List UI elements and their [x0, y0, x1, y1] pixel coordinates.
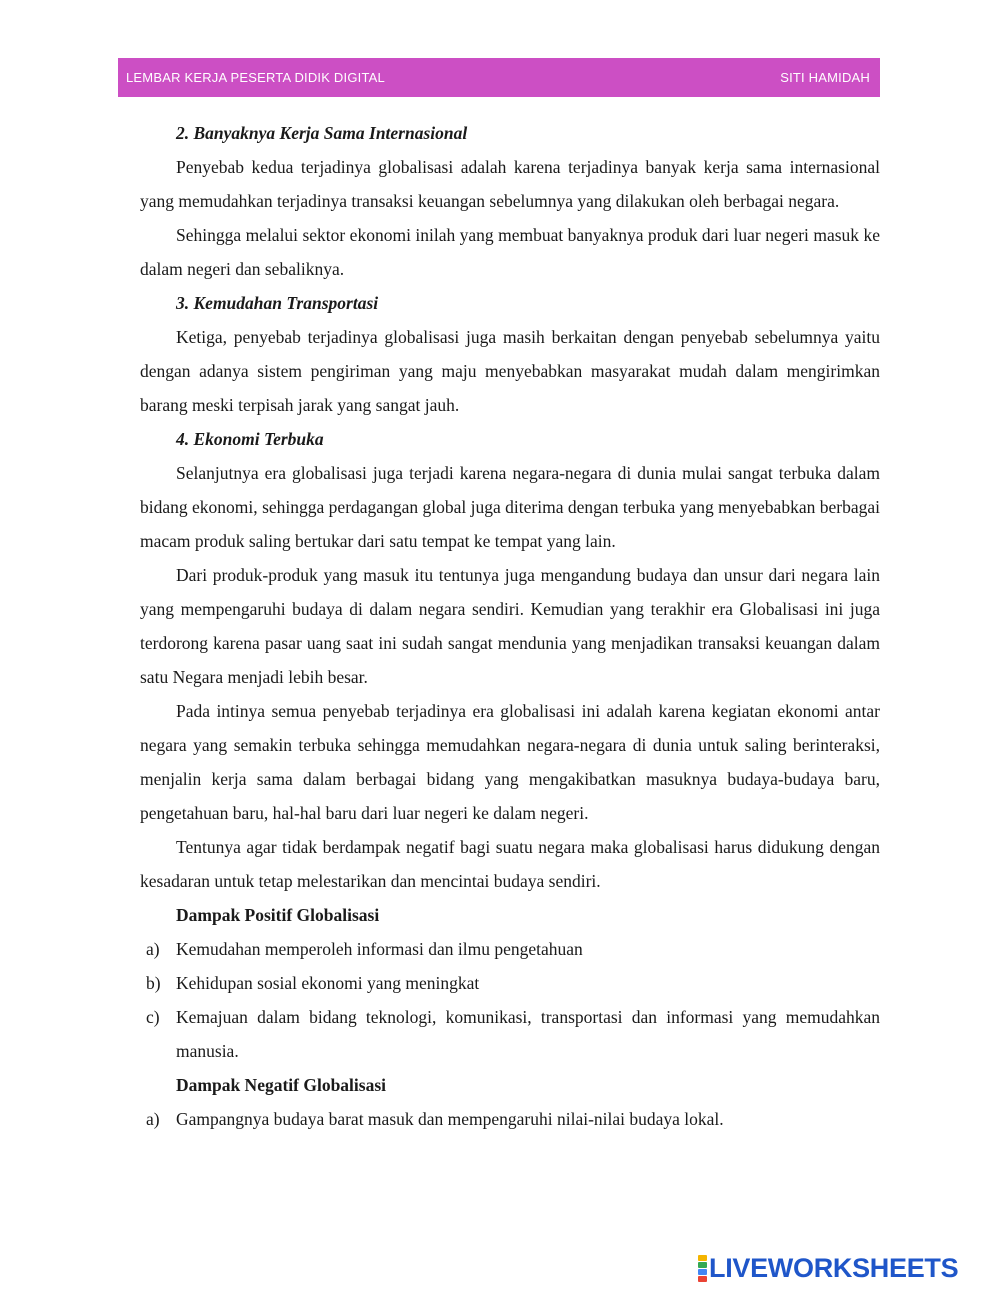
list-marker: a) — [146, 939, 160, 959]
page-header — [118, 58, 880, 97]
list-item-text: Kemajuan dalam bidang teknologi, komunikasi, transportasi dan informasi yang memudahkan manusia. — [176, 1007, 880, 1061]
paragraph-1: Penyebab kedua terjadinya globalisasi adalah karena terjadinya banyak kerja sama internasional yang memudahkan terjadinya transaksi keuangan sebelumnya yang dilakukan oleh berbagai negara. — [140, 157, 880, 211]
paragraph-3: Ketiga, penyebab terjadinya globalisasi juga masih berkaitan dengan penyebab sebelumnya yaitu dengan adanya sistem pengiriman yang maju menyebabkan masyarakat mudah dalam mengirimkan barang meski terpisah jarak yang sangat jauh. — [140, 327, 880, 415]
list-item — [140, 1102, 880, 1136]
positive-impact-heading: Dampak Positif Globalisasi — [176, 905, 380, 925]
paragraph-7: Tentunya agar tidak berdampak negatif bagi suatu negara maka globalisasi harus didukung dengan kesadaran untuk tetap melestarikan dan mencintai budaya sendiri. — [140, 837, 880, 891]
section-heading-3: 3. Kemudahan Transportasi — [176, 293, 379, 313]
list-marker: b) — [146, 973, 161, 993]
list-item-text: Kehidupan sosial ekonomi yang meningkat — [176, 973, 480, 993]
header-author: SITI HAMIDAH — [780, 70, 870, 85]
list-item — [140, 1000, 880, 1068]
list-marker: c) — [146, 1007, 160, 1027]
section-heading-4: 4. Ekonomi Terbuka — [176, 429, 324, 449]
list-item — [140, 932, 880, 966]
logo-block — [698, 1262, 707, 1268]
list-item — [140, 966, 880, 1000]
negative-impact-heading: Dampak Negatif Globalisasi — [176, 1075, 387, 1095]
paragraph-5: Dari produk-produk yang masuk itu tentunya juga mengandung budaya dan unsur dari negara lain yang mempengaruhi budaya di dalam negara sendiri. Kemudian yang terakhir era Globalisasi ini juga terdorong karena pasar uang saat ini sudah sangat mendunia yang menjadikan transaksi keuangan dalam satu Negara menjadi lebih besar. — [140, 565, 880, 687]
logo-block — [698, 1269, 707, 1275]
section-heading-2: 2. Banyaknya Kerja Sama Internasional — [176, 123, 468, 143]
list-item-text: Kemudahan memperoleh informasi dan ilmu pengetahuan — [176, 939, 583, 959]
paragraph-6: Pada intinya semua penyebab terjadinya era globalisasi ini adalah karena kegiatan ekonomi antar negara yang semakin terbuka sehingga memudahkan negara-negara di dunia untuk saling berinteraksi, menjalin kerja sama dalam berbagai bidang yang mengakibatkan masuknya budaya-budaya baru, pengetahuan baru, hal-hal baru dari luar negeri ke dalam negeri. — [140, 701, 880, 823]
list-item-text: Gampangnya budaya barat masuk dan mempengaruhi nilai-nilai budaya lokal. — [176, 1109, 724, 1129]
document-body — [140, 116, 880, 1136]
liveworksheets-logo — [698, 1252, 958, 1284]
logo-block — [698, 1276, 707, 1282]
list-marker: a) — [146, 1109, 160, 1129]
logo-block — [698, 1255, 707, 1261]
logo-text: LIVEWORKSHEETS — [709, 1253, 959, 1283]
header-title: LEMBAR KERJA PESERTA DIDIK DIGITAL — [126, 70, 385, 85]
logo-blocks-icon — [698, 1255, 707, 1282]
paragraph-4: Selanjutnya era globalisasi juga terjadi karena negara-negara di dunia mulai sangat terbuka dalam bidang ekonomi, sehingga perdagangan global juga diterima dengan terbuka yang menyebabkan berbagai macam produk saling bertukar dari satu tempat ke tempat yang lain. — [140, 463, 880, 551]
paragraph-2: Sehingga melalui sektor ekonomi inilah yang membuat banyaknya produk dari luar negeri masuk ke dalam negeri dan sebaliknya. — [140, 225, 880, 279]
